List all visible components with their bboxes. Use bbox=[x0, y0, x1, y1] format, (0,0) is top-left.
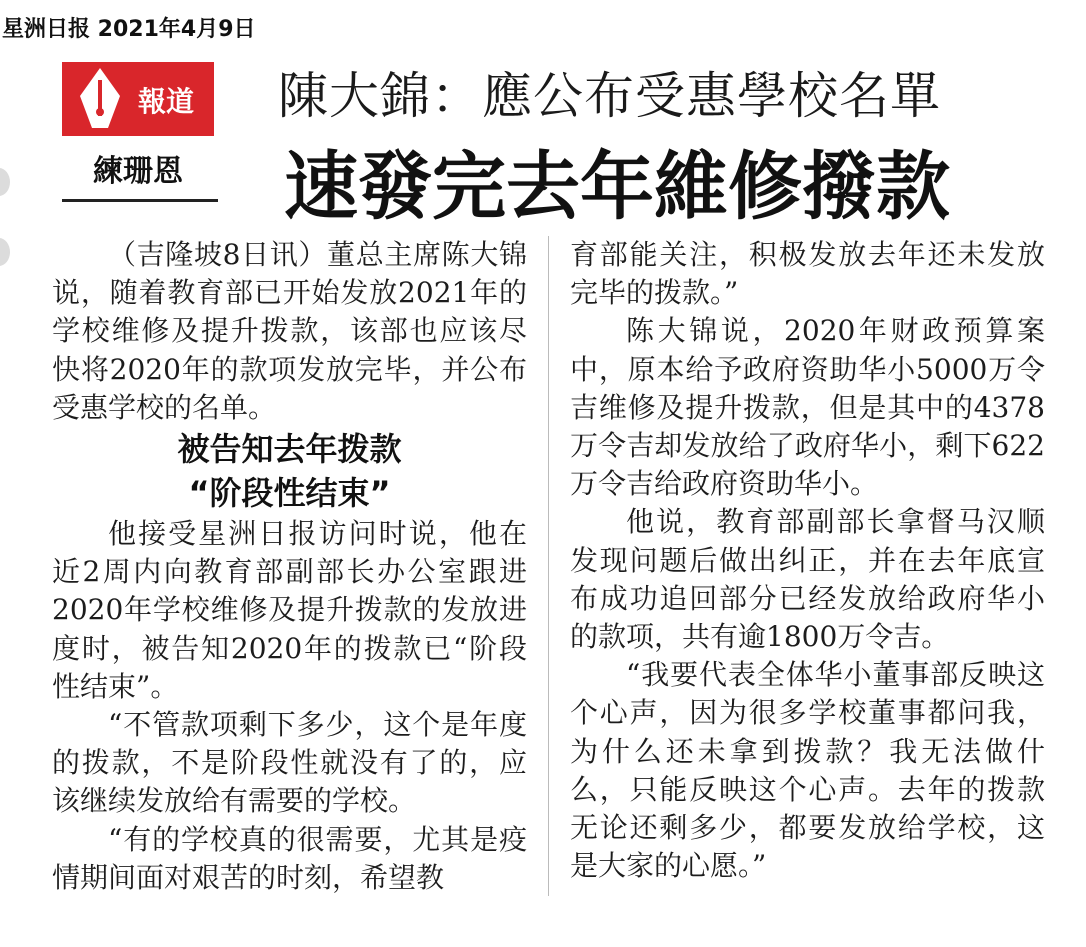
column-divider bbox=[548, 236, 549, 896]
report-label: 報道 bbox=[138, 85, 195, 118]
paragraph: 他说，教育部副部长拿督马汉顺发现问题后做出纠正，并在去年底宣布成功追回部分已经发放给政府华小的款项，共有逾1800万令吉。 bbox=[570, 505, 1045, 654]
scan-edge-mark bbox=[0, 168, 10, 196]
paragraph: “有的学校真的很需要，尤其是疫情期间面对艰苦的时刻，希望教 bbox=[52, 822, 527, 894]
paragraph: 他接受星洲日报访问时说，他在近2周内向教育部副部长办公室跟进2020年学校维修及提升拨款的发放进度时，被告知2020年的拨款已“阶段性结束”。 bbox=[52, 517, 527, 703]
headline-kicker: 陳大錦：應公布受惠學校名單 bbox=[278, 67, 941, 125]
masthead-date: 星洲日报 2021年4月9日 bbox=[2, 17, 256, 42]
report-logo bbox=[62, 62, 214, 136]
paragraph: “不管款项剩下多少，这个是年度的拨款，不是阶段性就没有了的，应该继续发放给有需要的学校。 bbox=[52, 708, 527, 818]
paragraph: 陈大锦说，2020年财政预算案中，原本给予政府资助华小5000万令吉维修及提升拨款，但是其中的4378万令吉却发放给了政府华小，剩下622万令吉给政府资助华小。 bbox=[570, 314, 1045, 501]
paragraph: 育部能关注，积极发放去年还未发放完毕的拨款。” bbox=[570, 238, 1045, 310]
paragraph: （吉隆坡8日讯）董总主席陈大锦说，随着教育部已开始发放2021年的学校维修及提升拨款，该部也应该尽快将2020年的款项发放完毕，并公布受惠学校的名单。 bbox=[52, 238, 527, 424]
author-byline: 練珊恩 bbox=[93, 154, 183, 189]
scan-edge-mark bbox=[0, 238, 10, 266]
article-column-right bbox=[570, 236, 1045, 885]
headline-main: 速發完去年維修撥款 bbox=[284, 144, 950, 230]
paragraph: “我要代表全体华小董事部反映这个心声，因为很多学校董事都问我，为什么还未拿到拨款？我无法做什么，只能反映这个心声。去年的拨款无论还剩多少，都要发放给学校，这是大家的心愿。” bbox=[570, 658, 1045, 883]
subheading: 被告知去年拨款 bbox=[177, 430, 402, 469]
subheading: “阶段性结束” bbox=[188, 474, 391, 513]
article-column-left bbox=[52, 236, 527, 897]
pen-nib-icon bbox=[70, 66, 130, 132]
byline-divider bbox=[62, 199, 218, 202]
